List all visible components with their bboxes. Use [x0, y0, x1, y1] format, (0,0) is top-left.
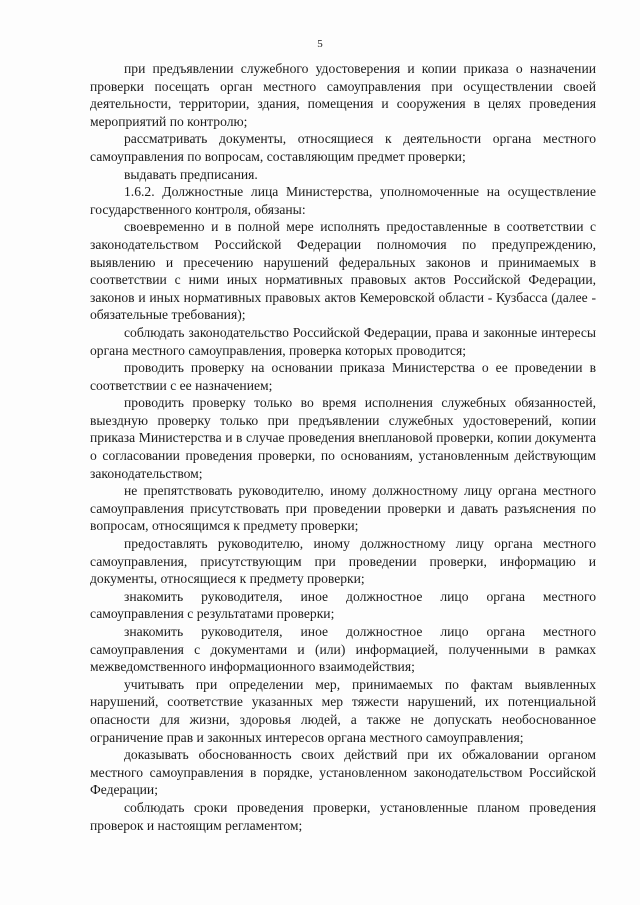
paragraph-duty-not-obstruct: не препятствовать руководителю, иному должностному лицу органа местного самоуправления присутствовать при проведении проверки и давать разъяснения по вопросам, относящимся к предмету проверки; — [90, 483, 596, 534]
paragraph-section-1-6-2: 1.6.2. Должностные лица Министерства, уполномоченные на осуществление государственного контроля, обязаны: — [90, 184, 596, 217]
paragraph-duty-inspection-conditions: проводить проверку только во время исполнения служебных обязанностей, выездную проверку только при предъявлении служебных удостоверений, копии приказа Министерства и в случае проведения внеплановой проверки, копии документа о согласовании проведения проверки, по основаниям, установленным действующим законодательством; — [90, 395, 596, 481]
paragraph-duty-exercise-powers: своевременно и в полной мере исполнять предоставленные в соответствии с законодательством Российской Федерации полномочия по предупреждению, выявлению и пресечению нарушений федеральных законов и принимаемых в соответствии с ними иных нормативных правовых актов Российской Федерации, законов и иных нормативных правовых актов Кемеровской области - Кузбасса (далее - обязательные требования); — [90, 219, 596, 323]
paragraph-duty-justify-actions: доказывать обоснованность своих действий при их обжаловании органом местного самоуправления в порядке, установленном законодательством Российской Федерации; — [90, 747, 596, 798]
document-body — [90, 60, 596, 834]
paragraph-duty-order-basis: проводить проверку на основании приказа Министерства о ее проведении в соответствии с ее назначением; — [90, 360, 596, 393]
paragraph-rights-issue-orders: выдавать предписания. — [124, 166, 258, 182]
paragraph-duty-provide-info: предоставлять руководителю, иному должностному лицу органа местного самоуправления, присутствующим при проведении проверки, информацию и документы, относящиеся к предмету проверки; — [90, 536, 596, 587]
paragraph-duty-observe-deadlines: соблюдать сроки проведения проверки, установленные планом проведения проверок и настоящим регламентом; — [90, 799, 596, 833]
paragraph-duty-proportional-measures: учитывать при определении мер, принимаемых по фактам выявленных нарушений, соответствие указанных мер тяжести нарушений, их потенциальной опасности для жизни, здоровья людей, а также не допускать необоснованное ограничение прав и законных интересов органа местного самоуправления; — [90, 676, 596, 745]
paragraph-rights-visit: при предъявлении служебного удостоверения и копии приказа о назначении проверки посещать орган местного самоуправления при осуществлении своей деятельности, территории, здания, помещения и сооружения в целях проведения мероприятий по контролю; — [90, 61, 596, 129]
paragraph-duty-acquaint-results: знакомить руководителя, иное должностное лицо органа местного самоуправления с результатами проверки; — [90, 588, 596, 622]
paragraph-duty-acquaint-documents: знакомить руководителя, иное должностное лицо органа местного самоуправления с документами и (или) информацией, полученными в рамках межведомственного информационного взаимодействия; — [90, 624, 596, 675]
paragraph-duty-observe-law: соблюдать законодательство Российской Федерации, права и законные интересы органа местного самоуправления, проверка которых проводится; — [90, 324, 596, 358]
page-number: 5 — [317, 38, 323, 50]
paragraph-rights-review-documents: рассматривать документы, относящиеся к деятельности органа местного самоуправления по вопросам, составляющим предмет проверки; — [90, 131, 596, 164]
